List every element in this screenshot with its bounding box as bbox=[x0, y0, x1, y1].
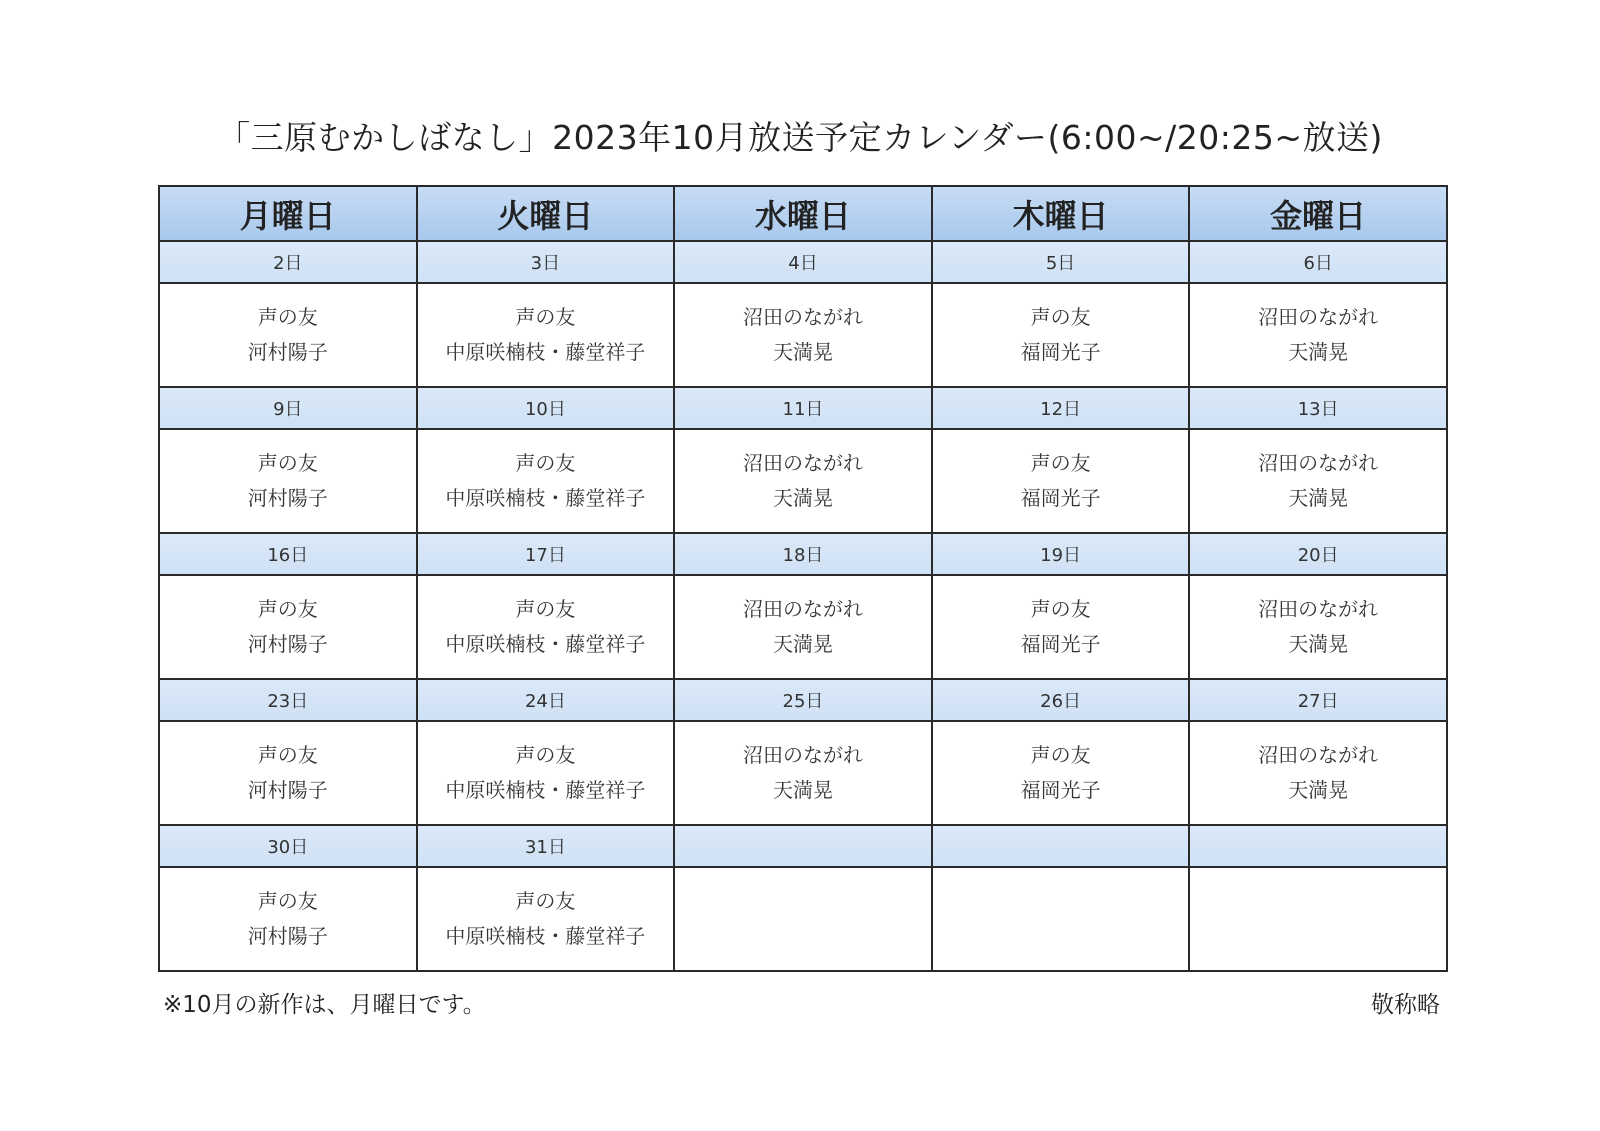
program-cell bbox=[417, 575, 675, 679]
date-cell: 17日 bbox=[417, 533, 675, 575]
date-row bbox=[159, 533, 1447, 575]
program-reader: 中原咲楠枝・藤堂祥子 bbox=[445, 632, 646, 656]
program-reader: 中原咲楠枝・藤堂祥子 bbox=[445, 340, 646, 364]
program-reader: 福岡光子 bbox=[1020, 778, 1101, 802]
date-cell: 9日 bbox=[159, 387, 417, 429]
date-cell: 25日 bbox=[674, 679, 932, 721]
program-cell bbox=[417, 867, 675, 971]
program-reader: 天満晃 bbox=[772, 486, 833, 510]
date-cell: 23日 bbox=[159, 679, 417, 721]
program-title: 沼田のながれ bbox=[1258, 305, 1379, 329]
date-cell: 13日 bbox=[1189, 387, 1447, 429]
broadcast-calendar bbox=[158, 185, 1448, 972]
program-title: 沼田のながれ bbox=[1258, 451, 1379, 475]
program-title: 沼田のながれ bbox=[742, 743, 863, 767]
program-reader: 天満晃 bbox=[1288, 486, 1349, 510]
program-cell bbox=[1189, 721, 1447, 825]
date-cell: 4日 bbox=[674, 241, 932, 283]
program-cell bbox=[159, 283, 417, 387]
program-reader: 天満晃 bbox=[1288, 340, 1349, 364]
program-reader: 河村陽子 bbox=[247, 778, 328, 802]
program-cell bbox=[674, 283, 932, 387]
program-cell bbox=[159, 867, 417, 971]
program-title: 声の友 bbox=[1030, 305, 1091, 329]
program-title: 声の友 bbox=[1030, 597, 1091, 621]
weekday-header: 木曜日 bbox=[932, 186, 1190, 241]
program-reader: 福岡光子 bbox=[1020, 340, 1101, 364]
weekday-header: 月曜日 bbox=[159, 186, 417, 241]
date-cell: 3日 bbox=[417, 241, 675, 283]
date-cell bbox=[1189, 825, 1447, 867]
program-title: 声の友 bbox=[515, 597, 576, 621]
program-reader: 河村陽子 bbox=[247, 632, 328, 656]
program-title: 沼田のながれ bbox=[742, 451, 863, 475]
date-cell: 24日 bbox=[417, 679, 675, 721]
program-cell bbox=[1189, 575, 1447, 679]
date-cell: 30日 bbox=[159, 825, 417, 867]
date-cell: 26日 bbox=[932, 679, 1190, 721]
program-reader: 福岡光子 bbox=[1020, 486, 1101, 510]
date-cell: 16日 bbox=[159, 533, 417, 575]
page-title: 「三原むかしばなし」2023年10月放送予定カレンダー(6:00~/20:25~放送) bbox=[217, 118, 1383, 157]
program-title: 声の友 bbox=[1030, 743, 1091, 767]
footnote: ※10月の新作は、月曜日です。 bbox=[163, 992, 486, 1018]
program-reader: 天満晃 bbox=[772, 632, 833, 656]
date-cell: 19日 bbox=[932, 533, 1190, 575]
date-cell: 2日 bbox=[159, 241, 417, 283]
program-reader: 中原咲楠枝・藤堂祥子 bbox=[445, 778, 646, 802]
program-cell bbox=[417, 721, 675, 825]
date-cell: 27日 bbox=[1189, 679, 1447, 721]
date-row bbox=[159, 825, 1447, 867]
program-title: 声の友 bbox=[257, 305, 318, 329]
date-cell: 20日 bbox=[1189, 533, 1447, 575]
program-reader: 河村陽子 bbox=[247, 924, 328, 948]
program-title: 声の友 bbox=[515, 743, 576, 767]
date-cell: 5日 bbox=[932, 241, 1190, 283]
program-cell bbox=[674, 575, 932, 679]
weekday-header-row bbox=[159, 186, 1447, 241]
program-reader: 天満晃 bbox=[1288, 778, 1349, 802]
program-cell bbox=[932, 721, 1190, 825]
program-reader: 河村陽子 bbox=[247, 486, 328, 510]
program-cell bbox=[417, 283, 675, 387]
date-row bbox=[159, 679, 1447, 721]
program-cell bbox=[1189, 429, 1447, 533]
program-title: 沼田のながれ bbox=[742, 597, 863, 621]
program-title: 声の友 bbox=[1030, 451, 1091, 475]
program-cell bbox=[932, 867, 1190, 971]
program-title: 声の友 bbox=[257, 597, 318, 621]
honorific-note: 敬称略 bbox=[1371, 992, 1440, 1018]
program-reader: 中原咲楠枝・藤堂祥子 bbox=[445, 924, 646, 948]
program-row bbox=[159, 867, 1447, 971]
program-title: 声の友 bbox=[257, 889, 318, 913]
program-cell bbox=[674, 429, 932, 533]
program-cell bbox=[159, 575, 417, 679]
date-cell: 31日 bbox=[417, 825, 675, 867]
program-title: 声の友 bbox=[257, 743, 318, 767]
date-cell: 12日 bbox=[932, 387, 1190, 429]
program-title: 沼田のながれ bbox=[1258, 597, 1379, 621]
program-cell bbox=[932, 429, 1190, 533]
program-cell bbox=[417, 429, 675, 533]
program-reader: 天満晃 bbox=[772, 340, 833, 364]
program-reader: 河村陽子 bbox=[247, 340, 328, 364]
program-row bbox=[159, 575, 1447, 679]
program-cell bbox=[159, 429, 417, 533]
program-title: 声の友 bbox=[515, 451, 576, 475]
program-reader: 天満晃 bbox=[1288, 632, 1349, 656]
date-row bbox=[159, 387, 1447, 429]
program-row bbox=[159, 429, 1447, 533]
program-reader: 福岡光子 bbox=[1020, 632, 1101, 656]
date-cell: 6日 bbox=[1189, 241, 1447, 283]
program-cell bbox=[1189, 867, 1447, 971]
program-row bbox=[159, 721, 1447, 825]
program-title: 沼田のながれ bbox=[1258, 743, 1379, 767]
program-cell bbox=[932, 283, 1190, 387]
weekday-header: 火曜日 bbox=[417, 186, 675, 241]
program-cell bbox=[159, 721, 417, 825]
program-cell bbox=[1189, 283, 1447, 387]
program-title: 声の友 bbox=[515, 889, 576, 913]
program-cell bbox=[674, 867, 932, 971]
program-row bbox=[159, 283, 1447, 387]
weekday-header: 水曜日 bbox=[674, 186, 932, 241]
date-cell: 10日 bbox=[417, 387, 675, 429]
date-cell bbox=[674, 825, 932, 867]
program-reader: 天満晃 bbox=[772, 778, 833, 802]
date-cell: 18日 bbox=[674, 533, 932, 575]
program-title: 声の友 bbox=[257, 451, 318, 475]
program-cell bbox=[932, 575, 1190, 679]
date-cell: 11日 bbox=[674, 387, 932, 429]
program-title: 声の友 bbox=[515, 305, 576, 329]
weekday-header: 金曜日 bbox=[1189, 186, 1447, 241]
program-reader: 中原咲楠枝・藤堂祥子 bbox=[445, 486, 646, 510]
date-cell bbox=[932, 825, 1190, 867]
date-row bbox=[159, 241, 1447, 283]
program-title: 沼田のながれ bbox=[742, 305, 863, 329]
program-cell bbox=[674, 721, 932, 825]
